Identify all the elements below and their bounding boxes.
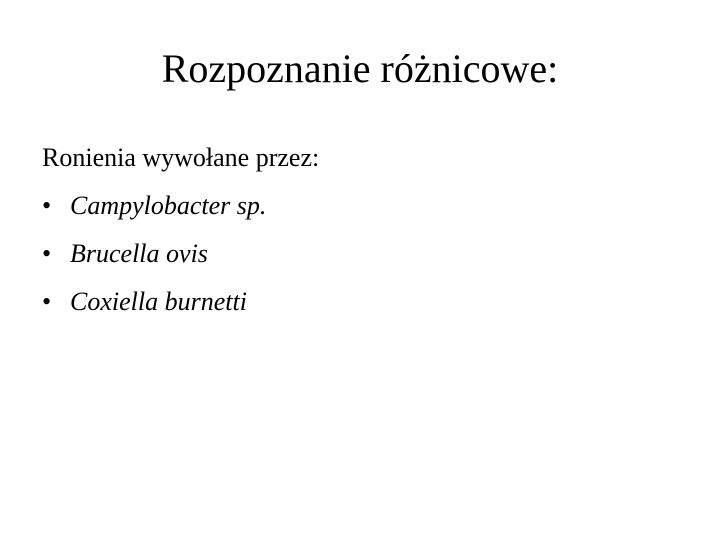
bullet-icon: • [42, 191, 52, 220]
bullet-icon: • [42, 239, 52, 268]
intro-text: Ronienia wywołane przez: [42, 143, 320, 172]
bullet-item [42, 230, 682, 278]
bullet-text: Brucella ovis [70, 239, 208, 268]
slide-body [42, 134, 682, 326]
bullet-item [42, 182, 682, 230]
slide-title: Rozpoznanie różnicowe: [161, 46, 559, 91]
bullet-text: Coxiella burnetti [70, 287, 247, 316]
bullet-list [42, 182, 682, 326]
bullet-item [42, 278, 682, 326]
bullet-icon: • [42, 287, 52, 316]
bullet-text: Campylobacter sp. [70, 191, 267, 220]
